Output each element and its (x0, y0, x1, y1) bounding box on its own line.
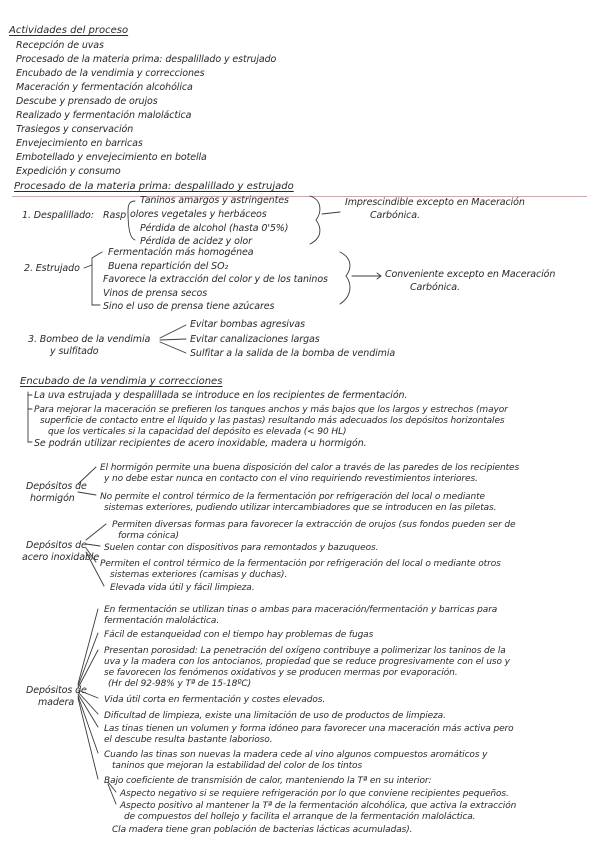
madera-line: de compuestos del hollejo y facilita el arranque de la fermentación maloláctica. (124, 812, 476, 822)
step-despalillado-label: 1. Despalillado: (22, 210, 94, 221)
hormigon-label: hormigón (30, 493, 75, 504)
hormigon-label: Depósitos de (26, 481, 87, 492)
madera-line: Las tinas tienen un volumen y forma idóneo para favorecer una maceración más activa pero (104, 724, 514, 734)
madera-line: Presentan porosidad: La penetración del oxígeno contribuye a polimerizar los taninos de la (104, 646, 506, 656)
estrujado-note: Conveniente excepto en Maceración (385, 269, 556, 280)
encubado-intro: La uva estrujada y despalillada se introduce en los recipientes de fermentación. (34, 390, 408, 401)
inox-line: sistemas exteriores (camisas y duchas). (110, 570, 288, 580)
activity-item: Encubado de la vendimia y correcciones (16, 68, 205, 79)
encubado-intro: que los verticales si la capacidad del depósito es elevada (< 90 HL) (48, 427, 347, 437)
section-title-activities: Actividades del proceso (9, 25, 129, 36)
madera-line: fermentación maloláctica. (104, 616, 220, 626)
despalillado-branch: Taninos amargos y astringentes (140, 195, 289, 206)
madera-line: Aspecto positivo al mantener la Tª de la fermentación alcohólica, que activa la extracción (120, 801, 517, 811)
inox-line: Suelen contar con dispositivos para remontados y bazuqueos. (104, 543, 379, 553)
despalillado-branch: Pérdida de alcohol (hasta 0'5%) (140, 223, 289, 234)
despalillado-note: Imprescindible excepto en Maceración (345, 197, 525, 208)
hormigon-line: No permite el control térmico de la fermentación por refrigeración del local o mediante (100, 492, 485, 502)
encubado-intro: Se podrán utilizar recipientes de acero inoxidable, madera u hormigón. (34, 438, 367, 449)
madera-line: Aspecto negativo si se requiere refrigeración por lo que conviene recipientes pequeños. (120, 789, 509, 799)
estrujado-branch: Favorece la extracción del color y de los taninos (103, 274, 328, 285)
activity-item: Envejecimiento en barricas (16, 138, 143, 149)
section-title-encubado: Encubado de la vendimia y correcciones (20, 376, 223, 387)
inox-label: Depósitos de (26, 540, 87, 551)
estrujado-branch: Buena repartición del SO₂ (108, 261, 229, 272)
hormigon-line: y no debe estar nunca en contacto con el vino requiriendo revestimientos interiores. (104, 474, 478, 484)
inox-line: Permiten el control térmico de la fermentación por refrigeración del local o mediante otros (100, 559, 501, 569)
activity-item: Descube y prensado de orujos (16, 96, 158, 107)
madera-line: Cla madera tiene gran población de bacterias lácticas acumuladas). (112, 825, 413, 835)
inox-line: Elevada vida útil y fácil limpieza. (110, 583, 255, 593)
section-title-processing: Procesado de la materia prima: despalillado y estrujado (14, 181, 294, 192)
activity-item: Embotellado y envejecimiento en botella (16, 152, 207, 163)
encubado-intro: superficie de contacto entre el líquido y las pastas) resultando más adecuados los depósitos horizontales (40, 416, 505, 426)
estrujado-note: Carbónica. (410, 282, 460, 293)
madera-line: se favorecen los fenómenos oxidativos y se producen mermas por evaporación. (104, 668, 458, 678)
madera-line: En fermentación se utilizan tinas o ambas para maceración/fermentación y barricas para (104, 605, 498, 615)
bombeo-branch: Sulfitar a la salida de la bomba de vendimia (190, 348, 396, 359)
madera-line: uva y la madera con los antocianos, propiedad que se reduce progresivamente con el uso y (104, 657, 510, 667)
hormigon-line: sistemas exteriores, pudiendo utilizar intercambiadores que se introducen en las piletas. (104, 503, 497, 513)
madera-line: Fácil de estanqueidad con el tiempo hay problemas de fugas (104, 630, 374, 640)
activity-item: Recepción de uvas (16, 40, 104, 51)
step-estrujado-label: 2. Estrujado (24, 263, 80, 274)
estrujado-branch: Sino el uso de prensa tiene azúcares (103, 301, 275, 312)
activity-item: Maceración y fermentación alcohólica (16, 82, 193, 93)
despalillado-branch: olores vegetales y herbáceos (130, 209, 267, 220)
activity-item: Procesado de la materia prima: despalillado y estrujado (16, 54, 277, 65)
inox-line: forma cónica) (118, 531, 179, 541)
hormigon-line: El hormigón permite una buena disposición del calor a través de las paredes de los recipientes (100, 463, 520, 473)
madera-line: (Hr del 92-98% y Tª de 15-18ºC) (108, 679, 252, 689)
despalillado-note: Carbónica. (370, 210, 420, 221)
madera-line: Bajo coeficiente de transmisión de calor, manteniendo la Tª en su interior: (104, 776, 432, 786)
step-bombeo-label: y sulfitado (50, 346, 99, 357)
encubado-intro: Para mejorar la maceración se prefieren los tanques anchos y más bajos que los largos y estrechos (mayor (34, 405, 508, 415)
estrujado-branch: Fermentación más homogénea (108, 247, 254, 258)
inox-label: acero inoxidable (22, 552, 100, 563)
step-bombeo-label: 3. Bombeo de la vendimia (28, 334, 151, 345)
madera-line: el descube resulta bastante laborioso. (104, 735, 273, 745)
activity-item: Trasiegos y conservación (16, 124, 134, 135)
estrujado-branch: Vinos de prensa secos (103, 288, 208, 299)
activity-item: Realizado y fermentación maloláctica (16, 110, 192, 121)
madera-line: taninos que mejoran la estabilidad del color de los tintos (112, 761, 363, 771)
madera-line: Cuando las tinas son nuevas la madera cede al vino algunos compuestos aromáticos y (104, 750, 488, 760)
inox-line: Permiten diversas formas para favorecer la extracción de orujos (sus fondos pueden ser de (112, 520, 516, 530)
step-despalillado-prefix: Rasp (103, 210, 127, 221)
madera-label: madera (38, 697, 75, 708)
bombeo-branch: Evitar canalizaciones largas (190, 334, 320, 345)
despalillado-branch: Pérdida de acidez y olor (140, 236, 252, 247)
madera-line: Vida útil corta en fermentación y costes elevados. (104, 695, 326, 705)
activity-item: Expedición y consumo (16, 166, 121, 177)
madera-label: Depósitos de (26, 685, 87, 696)
madera-line: Dificultad de limpieza, existe una limitación de uso de productos de limpieza. (104, 711, 446, 721)
bombeo-branch: Evitar bombas agresivas (190, 319, 305, 330)
